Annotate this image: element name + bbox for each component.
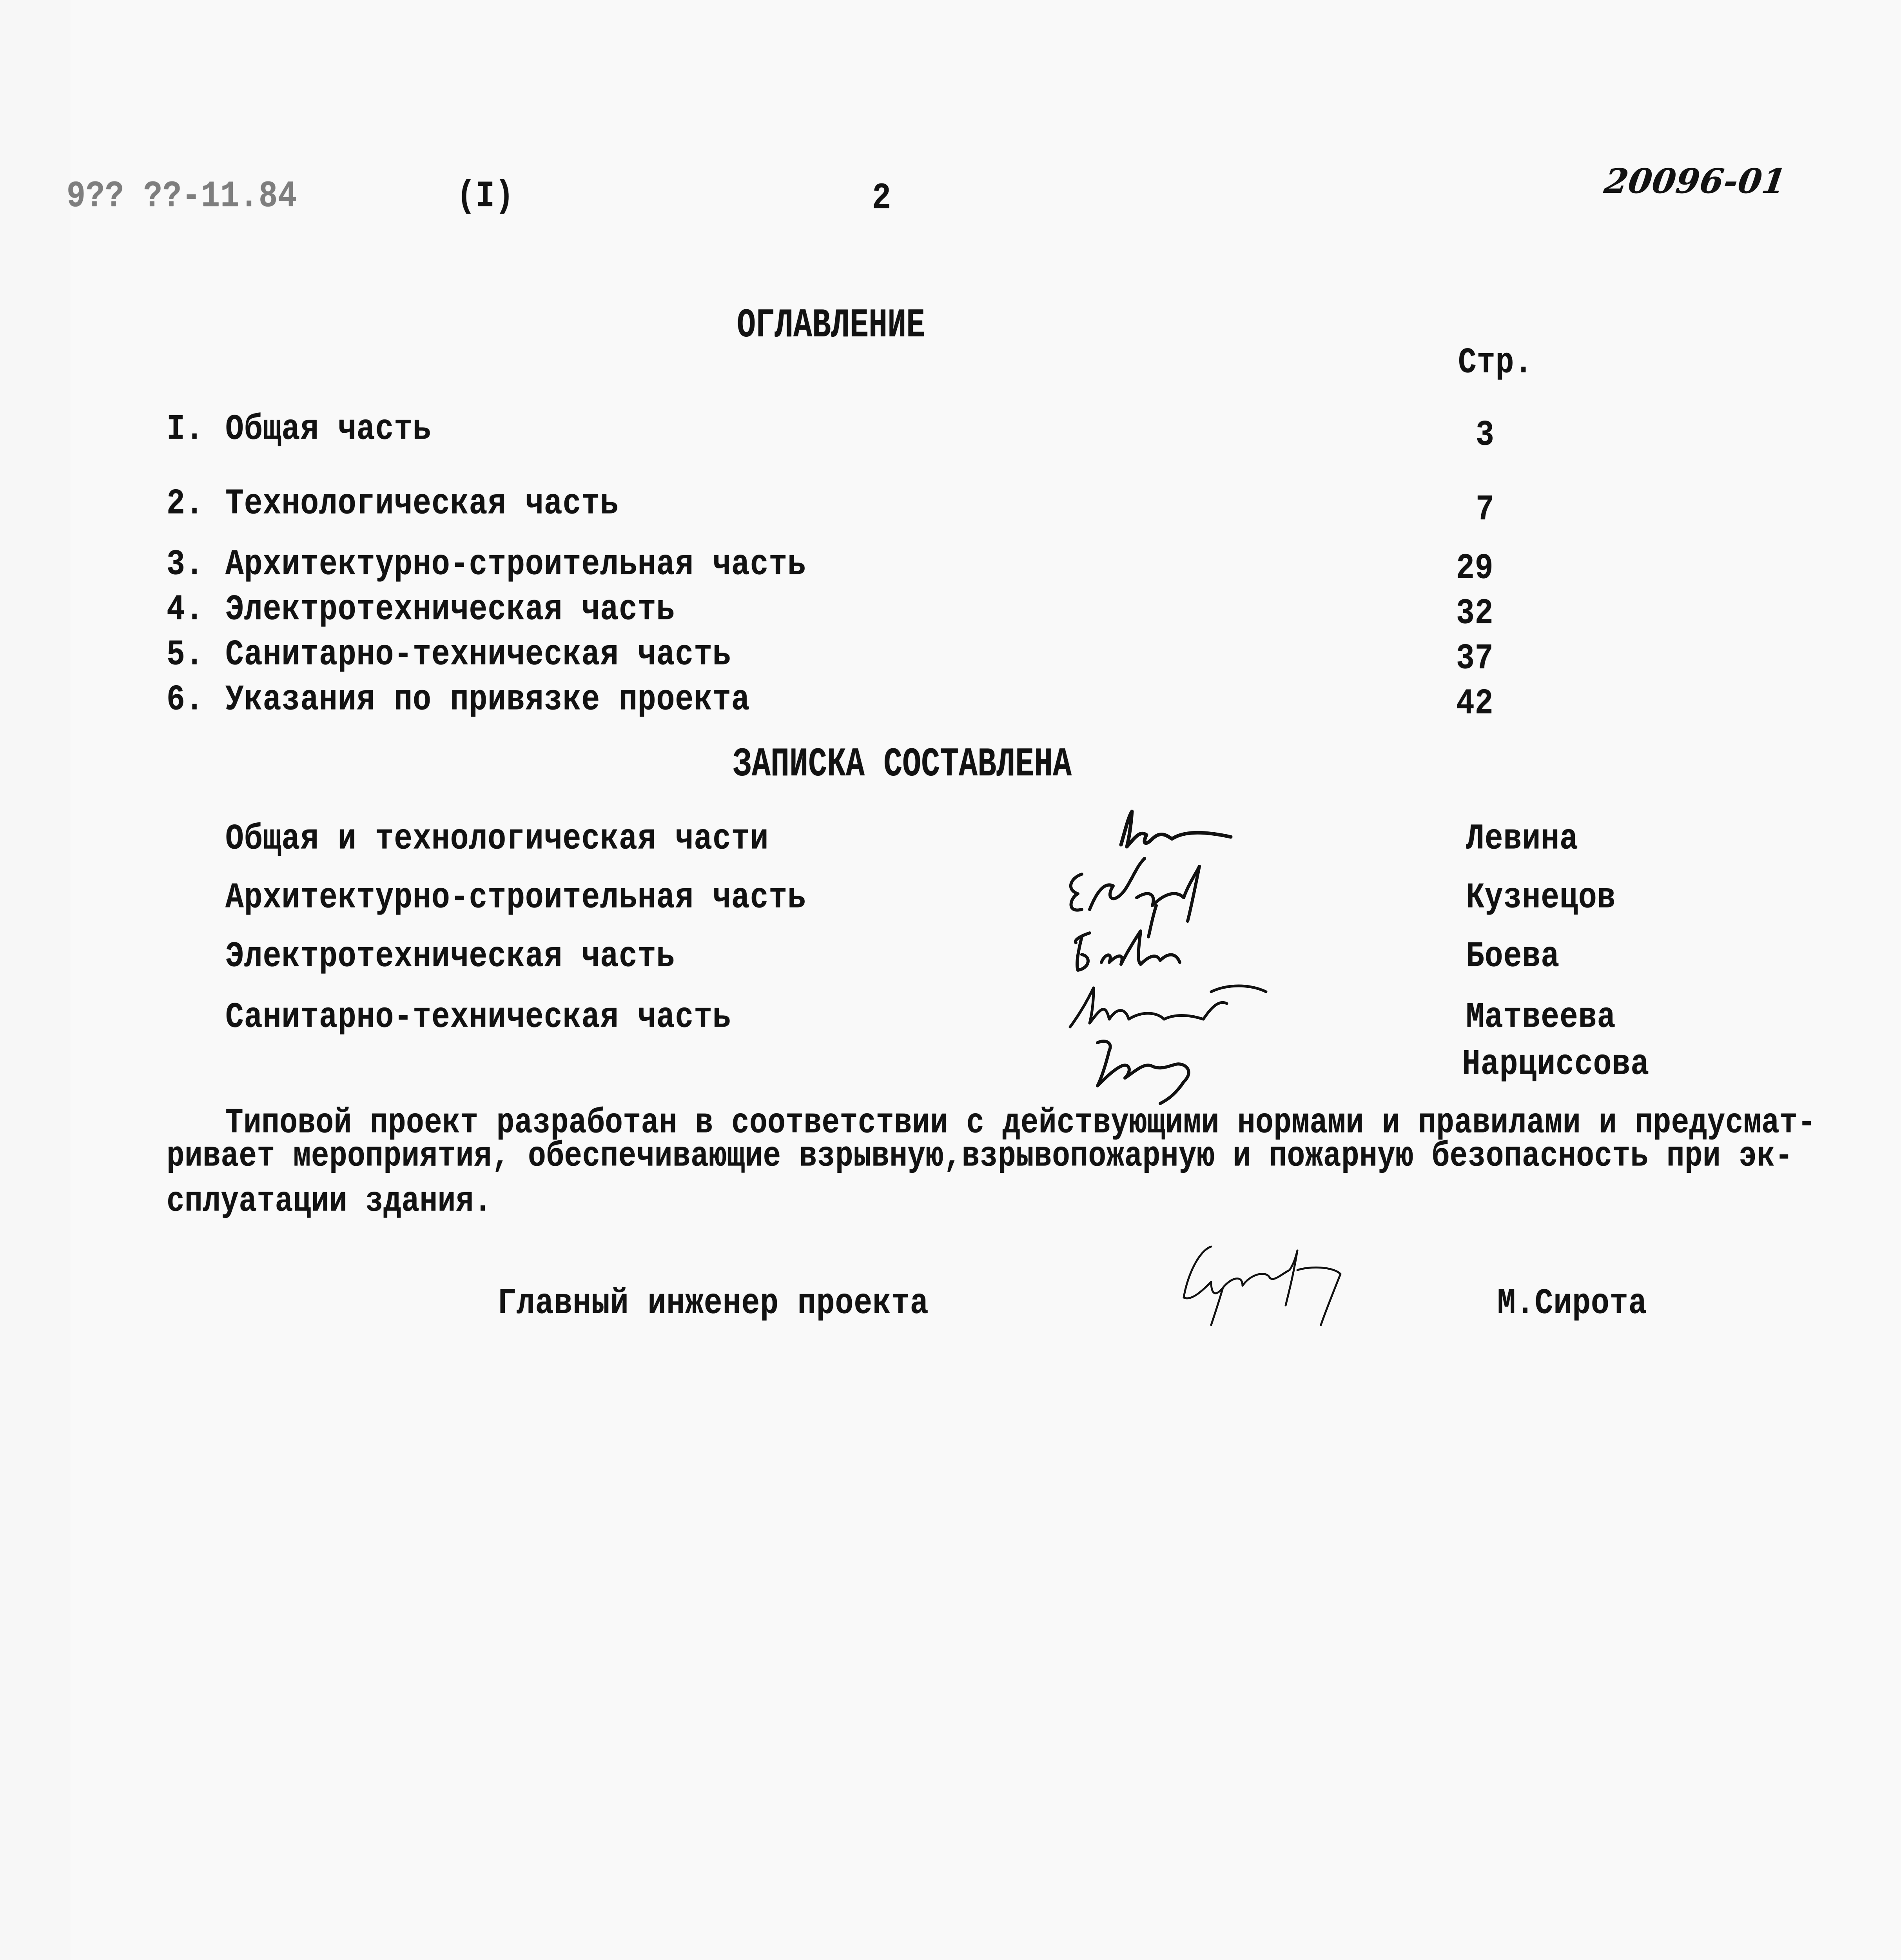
chief-engineer-name: М.Сирота <box>1497 1283 1647 1324</box>
author-name: Нарциссова <box>1462 1044 1650 1085</box>
author-section: Архитектурно-строительная часть <box>225 878 807 918</box>
toc-item-label: Общая часть <box>225 409 432 450</box>
toc-item-number: 3. <box>167 544 204 585</box>
toc-item-label: Электротехническая часть <box>225 590 675 630</box>
toc-item-page: 37 <box>1456 639 1494 679</box>
author-section: Санитарно-техническая часть <box>225 997 731 1038</box>
toc-item-label: Технологическая часть <box>225 484 619 524</box>
page-number: 2 <box>872 177 892 220</box>
document-part: (I) <box>457 175 515 218</box>
toc-item-number: 4. <box>167 590 204 630</box>
toc-item-number: 2. <box>167 484 204 524</box>
toc-item-page: 32 <box>1456 593 1494 634</box>
signature-sirota <box>1176 1243 1431 1329</box>
toc-item-number: I. <box>167 409 204 450</box>
author-name: Кузнецов <box>1466 878 1616 918</box>
toc-title: ОГЛАВЛЕНИЕ <box>737 303 925 349</box>
authors-title: ЗАПИСКА СОСТАВЛЕНА <box>733 742 1072 788</box>
signature-nartsissova <box>1082 1027 1215 1105</box>
toc-page-column-label: Стр. <box>1458 343 1533 383</box>
chief-engineer-role: Главный инженер проекта <box>498 1283 929 1324</box>
author-section: Общая и технологическая части <box>225 819 769 860</box>
toc-item-page: 3 <box>1476 415 1495 456</box>
document-code: 9?? ??-11.84 <box>67 175 297 218</box>
signature-boeva <box>1066 925 1215 976</box>
signature-levina <box>1113 808 1239 855</box>
statement-line: сплуатации здания. <box>167 1181 492 1221</box>
archive-number: 20096-01 <box>1602 162 1789 201</box>
author-name: Левина <box>1466 819 1578 860</box>
statement-line: ривает мероприятия, обеспечивающие взрывную,взрывопожарную и пожарную безопасность при эк- <box>167 1136 1793 1176</box>
toc-item-number: 6. <box>167 680 204 720</box>
author-name: Матвеева <box>1466 997 1616 1038</box>
statement-line: Типовой проект разработан в соответствии с действующими нормами и правилами и предусмат- <box>225 1103 1816 1143</box>
author-name: Боева <box>1466 936 1560 977</box>
toc-item-page: 7 <box>1476 490 1495 530</box>
toc-item-label: Санитарно-техническая часть <box>225 635 731 675</box>
toc-item-number: 5. <box>167 635 204 675</box>
signature-matveeva <box>1062 976 1274 1035</box>
author-section: Электротехническая часть <box>225 936 675 977</box>
toc-item-page: 42 <box>1456 684 1494 724</box>
scan-margin <box>0 0 71 1960</box>
toc-item-label: Указания по привязке проекта <box>225 680 750 720</box>
toc-item-label: Архитектурно-строительная часть <box>225 544 807 585</box>
toc-item-page: 29 <box>1456 548 1494 589</box>
